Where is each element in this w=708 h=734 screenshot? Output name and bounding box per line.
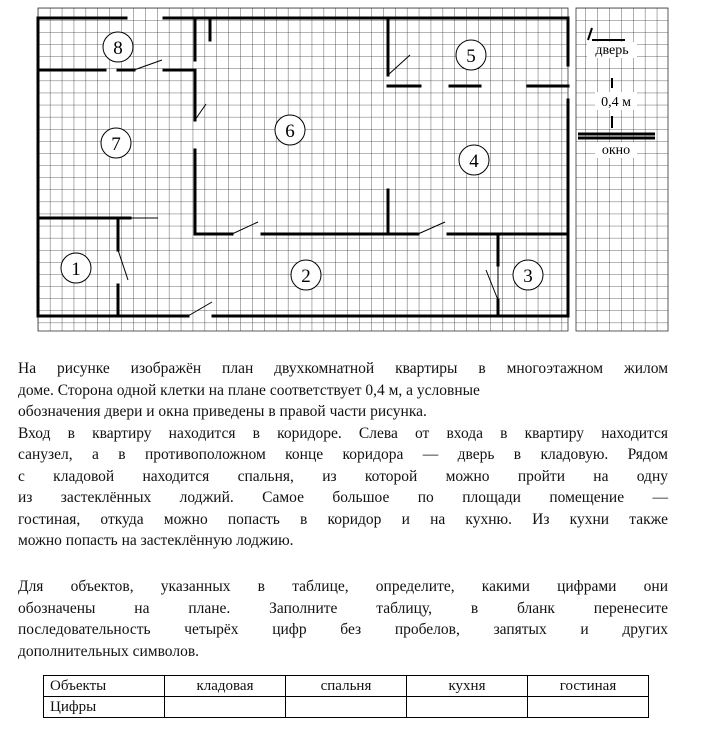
apartment-floor-plan [0,0,708,345]
svg-text:4: 4 [469,151,479,172]
legend-door-label: дверь [595,43,629,58]
table-header-cell: Объекты [44,676,165,697]
answer-cell-kitchen[interactable] [407,697,528,718]
svg-text:6: 6 [285,121,295,142]
table-row [44,697,649,718]
text-line: доме. Сторона одной клетки на плане соответствует 0,4 м, а условные [18,381,480,399]
text-line: На рисунке изображён план двухкомнатной квартиры в многоэтажном жилом [18,360,668,377]
text-line: Для объектов, указанных в таблице, определите, какими цифрами они [18,578,668,595]
room-marker-2 [291,260,321,290]
table-header-cell: кладовая [165,676,286,697]
room-marker-4 [459,145,489,175]
text-line: из застеклённых лоджий. Самое большое по площади помещение — [18,489,668,506]
svg-text:3: 3 [523,266,533,287]
room-marker-1 [61,253,91,283]
task-description [18,358,668,552]
room-marker-8 [103,32,133,62]
text-line: обозначены на плане. Заполните таблицу, в бланк перенесите [18,599,668,617]
answer-cell-bedroom[interactable] [286,697,407,718]
text-line: можно попасть на застеклённую лоджию. [18,532,294,549]
text-line: Вход в квартиру находится в коридоре. Слева от входа в квартиру находится [18,424,668,442]
text-line: гостиная, откуда можно попасть в коридор и на кухню. Из кухни также [18,510,668,528]
svg-text:2: 2 [301,266,311,287]
text-line: санузел, а в противоположном конце коридора — дверь в кладовую. Рядом [18,446,668,463]
table-row [44,676,649,697]
room-marker-5 [456,40,486,70]
legend-scale-label: 0,4 м [601,95,631,110]
task-instruction [18,576,668,662]
room-marker-6 [275,115,305,145]
answer-table [43,675,649,718]
table-header-cell: спальня [286,676,407,697]
svg-text:8: 8 [113,38,123,59]
table-header-cell: кухня [407,676,528,697]
text-line: обозначения двери и окна приведены в правой части рисунка. [18,403,427,420]
text-line: последовательность четырёх цифр без пробелов, запятых и других [18,621,668,638]
table-row-label: Цифры [44,697,165,718]
room-marker-3 [513,260,543,290]
svg-text:5: 5 [466,46,476,67]
text-line: дополнительных символов. [18,642,200,660]
answer-cell-living-room[interactable] [528,697,649,718]
answer-cell-storage[interactable] [165,697,286,718]
room-marker-7 [101,128,131,158]
text-line: с кладовой находится спальня, из которой можно пройти на одну [18,467,668,485]
legend-window-label: окно [601,143,631,158]
svg-text:1: 1 [71,259,81,280]
table-header-cell: гостиная [528,676,649,697]
svg-text:7: 7 [111,134,121,155]
